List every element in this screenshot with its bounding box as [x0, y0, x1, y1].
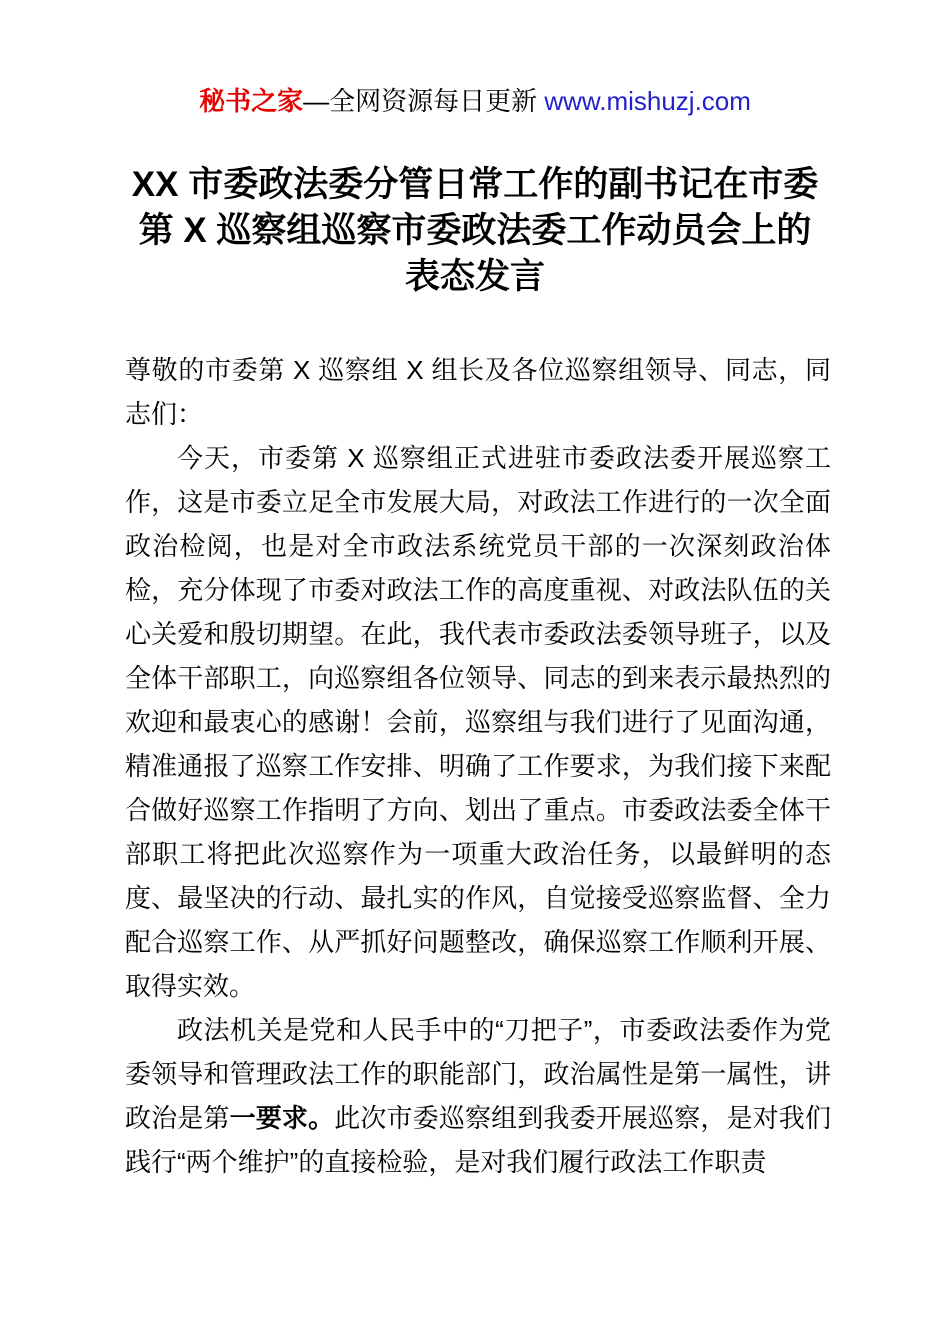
document-title — [110, 162, 840, 300]
paragraph-2 — [125, 1008, 831, 1184]
title-line-3: 表态发言 — [404, 257, 545, 296]
site-header — [0, 85, 950, 117]
paragraph-2-regular-end: 此次市委巡察组到我委开展巡察，是对我们践行“两个维护”的直接检验，是对我们履行政法工作职责 — [125, 1103, 831, 1177]
paragraph-1: 今天，市委第 X 巡察组正式进驻市委政法委开展巡察工作，这是市委立足全市发展大局，对政法工作进行的一次全面政治检阅，也是对全市政法系统党员干部的一次深刻政治体检，充分体现了市委对政法工作的高度重视、对政法队伍的关心关爱和殷切期望。在此，我代表市委政法委领导班子，以及全体干部职工，向巡察组各位领导、同志的到来表示最热烈的欢迎和最衷心的感谢！会前，巡察组与我们进行了见面沟通，精准通报了巡察工作安排、明确了工作要求，为我们接下来配合做好巡察工作指明了方向、划出了重点。市委政法委全体干部职工将把此次巡察作为一项重大政治任务，以最鲜明的态度、最坚决的行动、最扎实的作风，自觉接受巡察监督、全力配合巡察工作、从严抓好问题整改，确保巡察工作顺利开展、取得实效。 — [125, 443, 831, 1001]
site-url-link[interactable]: www.mishuzj.com — [544, 86, 751, 116]
paragraph-2-regular-start: 政法机关是党和人民手中的“刀把子”，市委政法委作为党委领导和管理政法工作的职能部门，政治属性是第一属性，讲政治是第 — [125, 1015, 831, 1133]
paragraph-2-bold-run: 一要求。 — [229, 1103, 335, 1133]
title-line-2: 第 X 巡察组巡察市委政法委工作动员会上的 — [138, 211, 812, 250]
salutation: 尊敬的市委第 X 巡察组 X 组长及各位巡察组领导、同志，同志们： — [125, 355, 831, 429]
title-line-1: XX 市委政法委分管日常工作的副书记在市委 — [131, 165, 819, 204]
document-body — [125, 348, 831, 1184]
site-tagline: —全网资源每日更新 — [303, 86, 545, 116]
site-brand: 秘书之家 — [199, 86, 304, 116]
